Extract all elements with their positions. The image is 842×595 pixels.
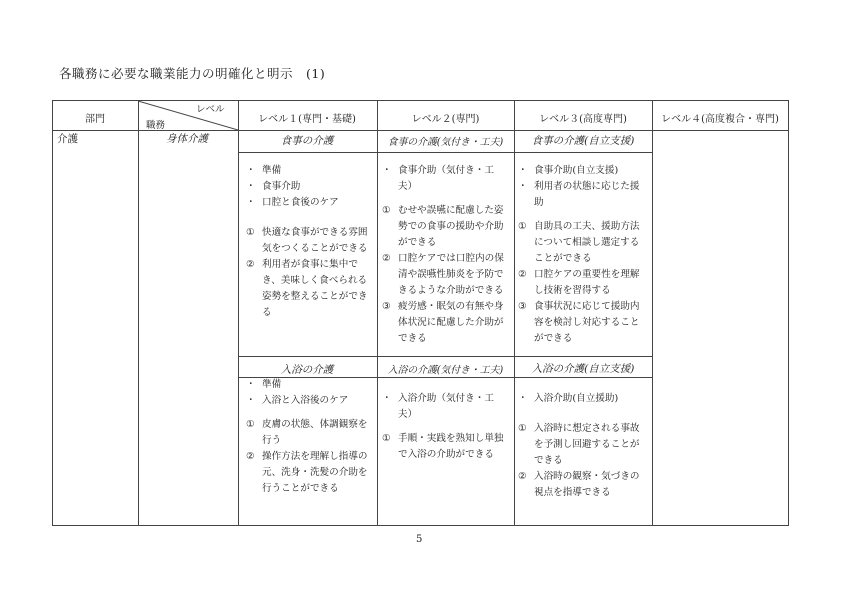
bath-l1-content — [246, 377, 370, 497]
meal-l3-bullet-item-text: 食事介助(自立支援) — [534, 165, 619, 176]
meal-l1-bullet-item — [246, 195, 370, 211]
subheader-rule — [238, 152, 652, 153]
meal-l2-bullet-item-marker: ・ — [382, 165, 392, 176]
header-level2: レベル２(専門) — [411, 114, 480, 125]
meal-l1-bullet-item-text: 準備 — [262, 165, 282, 176]
meal-l3-numbered-item — [518, 267, 644, 299]
bath-l1-numbered-item — [246, 449, 370, 497]
meal-l3-numbered-item-marker: ② — [518, 269, 527, 280]
meal-l3-numbered-item-text: 自助具の工夫、援助方法について相談し選定することができる — [534, 221, 640, 264]
bath-l1-numbered-item-marker: ① — [246, 419, 255, 430]
meal-l1-numbered-item-marker: ① — [246, 227, 255, 238]
bath-l2-numbered-item-text: 手順・実践を熟知し単独で入浴の介助ができる — [398, 433, 504, 460]
meal-l3-bullet-item-text: 利用者の状態に応じた援助 — [534, 181, 640, 208]
bath-l3-numbered-item — [518, 469, 644, 501]
meal-l3-content — [518, 163, 644, 347]
page-title: 各職務に必要な職業能力の明確化と明示 (1) — [59, 66, 326, 81]
meal-l2-numbered-item — [382, 299, 506, 347]
col-rule-5 — [652, 101, 653, 525]
col-rule-4 — [514, 101, 515, 525]
bath-l1-bullet-item — [246, 393, 370, 409]
row-dept: 介護 — [57, 133, 78, 145]
meal-l1-bullet-item — [246, 163, 370, 179]
bath-l3-content — [518, 391, 644, 501]
bath-l2-head: 入浴の介護(気付き・工夫) — [387, 365, 504, 376]
bath-l3-bullet-item-text: 入浴介助(自立援助) — [534, 393, 619, 404]
meal-l2-bullet-item — [382, 163, 506, 195]
header-job-diag: 職務 — [146, 120, 166, 131]
meal-l2-numbered-item-text: むせや誤嚥に配慮した姿勢での食事の援助や介助ができる — [398, 205, 504, 248]
bath-l3-bullet-item-marker: ・ — [518, 393, 528, 404]
meal-l1-numbered-item — [246, 225, 370, 257]
page-number: 5 — [416, 534, 423, 545]
meal-l3-bullet-item — [518, 163, 644, 179]
bath-l1-head: 入浴の介護 — [280, 364, 334, 376]
meal-l2-head: 食事の介護(気付き・工夫) — [387, 137, 504, 148]
bath-l2-numbered-item-marker: ① — [382, 433, 391, 444]
header-level1: レベル１(専門・基礎) — [258, 114, 356, 125]
bath-l3-head: 入浴の介護(自立支援) — [531, 363, 635, 375]
meal-l1-head: 食事の介護 — [280, 135, 334, 147]
bath-l3-bullet-item — [518, 391, 644, 407]
meal-l1-bullet-item-text: 口腔と食後のケア — [262, 197, 339, 208]
meal-l3-numbered-item-text: 食事状況に応じて援助内容を検討し対応することができる — [534, 301, 640, 344]
meal-l3-bullet-item-marker: ・ — [518, 165, 528, 176]
col-rule-1 — [138, 101, 139, 525]
bath-l1-numbered-item-marker: ② — [246, 451, 255, 462]
meal-l1-bullet-item-marker: ・ — [246, 165, 256, 176]
col-rule-3 — [377, 101, 378, 525]
meal-l2-numbered-item — [382, 203, 506, 251]
bath-l3-numbered-item-marker: ① — [518, 423, 527, 434]
meal-l2-bullet-item-text: 食事介助（気付き・工夫） — [398, 165, 494, 192]
header-level-diag: レベル — [196, 104, 225, 115]
meal-l1-numbered-item — [246, 257, 370, 321]
bath-l1-bullet-item — [246, 377, 370, 393]
bath-l3-numbered-item-text: 入浴時の観察・気づきの視点を指導できる — [534, 471, 640, 498]
meal-l3-numbered-item — [518, 219, 644, 267]
meal-l3-numbered-item-marker: ① — [518, 221, 527, 232]
bath-l3-numbered-item-text: 入浴時に想定される事故を予測し回避することができる — [534, 423, 640, 466]
bath-l1-numbered-item — [246, 417, 370, 449]
bath-l1-bullet-item-text: 準備 — [262, 379, 282, 390]
meal-l2-numbered-item-text: 疲労感・眠気の有無や身体状況に配慮した介助ができる — [398, 301, 504, 344]
meal-l3-bullet-item-marker: ・ — [518, 181, 528, 192]
meal-l2-content — [382, 163, 506, 347]
meal-l3-numbered-item — [518, 299, 644, 347]
meal-l1-bullet-item — [246, 179, 370, 195]
bath-l2-bullet-item — [382, 391, 506, 423]
meal-l3-bullet-item — [518, 179, 644, 211]
bath-l1-numbered-item-text: 操作方法を理解し指導の元、洗身・洗髪の介助を行うことができる — [262, 451, 368, 494]
bath-l1-bullet-item-marker: ・ — [246, 379, 256, 390]
header-level3: レベル３(高度専門) — [539, 114, 627, 125]
bath-l1-numbered-item-text: 皮膚の状態、体調観察を行う — [262, 419, 368, 446]
meal-l1-bullet-item-text: 食事介助 — [262, 181, 301, 192]
meal-l1-numbered-item-text: 利用者が食事に集中でき、美味しく食べられる姿勢を整えることができる — [262, 259, 368, 318]
meal-l2-numbered-item — [382, 251, 506, 299]
meal-l2-numbered-item-marker: ① — [382, 205, 391, 216]
bath-l1-bullet-item-marker: ・ — [246, 395, 256, 406]
bath-l2-bullet-item-marker: ・ — [382, 393, 392, 404]
bath-l3-numbered-item — [518, 421, 644, 469]
meal-l3-numbered-item-text: 口腔ケアの重要性を理解し技術を習得する — [534, 269, 640, 296]
meal-l1-numbered-item-text: 快適な食事ができる雰囲気をつくることができる — [262, 227, 368, 254]
meal-bottom-rule — [238, 356, 652, 357]
header-dept: 部門 — [85, 114, 105, 125]
meal-l1-bullet-item-marker: ・ — [246, 181, 256, 192]
meal-l1-content — [246, 163, 370, 321]
header-level4: レベル４(高度複合・専門) — [661, 114, 779, 125]
bath-l2-bullet-item-text: 入浴介助（気付き・工夫） — [398, 393, 494, 420]
meal-l2-numbered-item-marker: ③ — [382, 301, 391, 312]
meal-l2-numbered-item-marker: ② — [382, 253, 391, 264]
row-job: 身体介護 — [166, 133, 208, 145]
meal-l3-head: 食事の介護(自立支援) — [531, 135, 635, 147]
col-rule-2 — [238, 101, 239, 525]
bath-l1-bullet-item-text: 入浴と入浴後のケア — [262, 395, 349, 406]
bath-l2-content — [382, 391, 506, 463]
meal-l1-numbered-item-marker: ② — [246, 259, 255, 270]
meal-l1-bullet-item-marker: ・ — [246, 197, 256, 208]
meal-l3-numbered-item-marker: ③ — [518, 301, 527, 312]
bath-l2-numbered-item — [382, 431, 506, 463]
meal-l2-numbered-item-text: 口腔ケアでは口腔内の保清や誤嚥性肺炎を予防できるような介助ができる — [398, 253, 504, 296]
bath-l3-numbered-item-marker: ② — [518, 471, 527, 482]
